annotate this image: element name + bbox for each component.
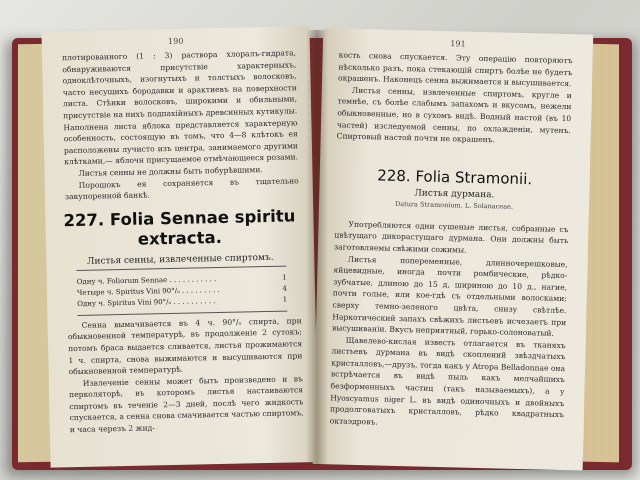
left-line-a: Листья сенны не должны быть побурѣвшими. [78,164,263,178]
recipe-text: Одну ч. Spiritus Vini 90°/ₒ . . . . . . . . . . [77,296,216,308]
right-top-paragraph: кость снова спускается. Эту операцію повторяютъ нѣсколько разъ, пока стекающій спиртъ болѣе не будетъ окрашенъ. Наконецъ сенна выжимается и высушивается. [337,50,573,89]
right-paragraph-2: Листья попеременные, длинночерешковые, яйцевидные, иногда почти ромбические, рѣдко-зубчатые, длиною до 15 д, шириною до 10 д., нагие, почти голые, или кое-гдѣ съ отдельными волосками; сверху темно-зеленого цвѣта, снизу свѣтлѣе. Наркотический запахъ свѣжихъ листьевъ исчезаетъ при высушиваніи. Вкусъ неприятный, горько-солоноватый. [331,254,568,338]
divider-rule [76,265,286,270]
left-paragraph-2: Извлеченіе сенны может быть произведено и въ перколяторѣ, въ которомъ листья настаиваются спиртомъ въ теченіе 2—3 дней, послѣ чего жидкость спускается, а сенна снова смачивается частью спиртомъ, и часа черезъ 2 жид- [69,373,304,435]
recipe-qty: 1 [282,273,287,282]
recipe-text: Четыре ч. Spiritus Vini 90°/ₒ . . . . . . . . . [76,285,220,297]
botanical-note: Datura Stramonium. L. Solanaceae. [394,199,514,211]
recipe-qty: 1 [282,295,288,304]
recipe-text: Одну ч. Foliorum Sennae . . . . . . . . . . . [76,274,217,286]
recipe-qty: 4 [282,284,288,293]
right-paragraph-b: Листья сенны, извлеченные спиртомъ, кругле и темнѣе, съ болѣе слабымъ запахомъ и вкусомъ, нежели обыкновенные, но в сухомъ видѣ. Водный настой (въ 10 частей) изследуемой сенны, по охлажденіи, мутенъ. Спиртовый настой почти не окрашенъ. [336,85,572,145]
left-paragraph-1: Сенна вымачивается въ 4 ч. 90°/ₒ спирта, при обыкновенной температурѣ, въ продолженіе 2 сутокъ; потомъ браса выдается сливается, листья прожимаются 1 ч. спирта, снова выжимаются и высушиваются при обыкновенной температурѣ. [67,315,303,377]
subtitle-227: Листья сенны, извлеченные спиртомъ. [86,252,274,267]
left-line-b: Порошокъ ея сохраняется въ тщательно закупоренной банкѣ. [64,175,299,202]
heading-227: 227. Folia Sennae spiritu extracta. [63,206,296,249]
right-page-number: 191 [450,39,466,49]
right-paragraph-1: Употребляются одни сушеные листья, собранные съ цвѣтущаго дикорастущаго дурмана. Они должны быть заготовляемы свѣжими сожимы. [333,219,569,255]
divider-rule [77,310,287,315]
recipe-list [47,270,316,313]
book-gutter [306,30,328,466]
subtitle-228: Листья дурмана. [414,188,495,201]
heading-228: 228. Folia Stramonii. [377,166,533,188]
left-page [41,26,318,468]
left-page-number: 190 [167,36,184,47]
right-paragraph-3: Щавелево-кислая известь отлагается въ тканяхъ листьевъ дурмана въ видѣ скоплений звѣздчатыхъ кристалловъ,—друзъ, тогда какъ у Atropa Belladonnae она встрѣчается въ видѣ пыль какъ мелчайшихъ безформенныхъ частиц (такъ называемыхъ), а у Hyoscyamus niger L. въ видѣ одиночныхъ и двойныхъ продолговатыхъ кристалловъ, рѣдко квадратныхъ октаэдровъ. [329,335,566,427]
right-page [313,28,594,470]
left-top-paragraph: плотированного (1 : 3) раствора хлоралъ-гидрата, обнаруживаются присутствіе характерныхъ, одноклѣточныхъ, изогнутыхъ и толстыхъ волосковъ, часто несущихъ бородавки и арактиевъ на поверхности листа. Стѣнки волосковъ, широкими и обильными, присутствіе на нихъ подпахійныхъ древсинных кутикулы. Наполнена листа яблока представляется характерную особенность, состоящую въ томъ, что 4—8 клѣтокъ ея расположены лучисто изъ центра, занимаемого другими клѣтками,— яблочн присущаемое отмѣчающееся розами. [61,48,299,167]
